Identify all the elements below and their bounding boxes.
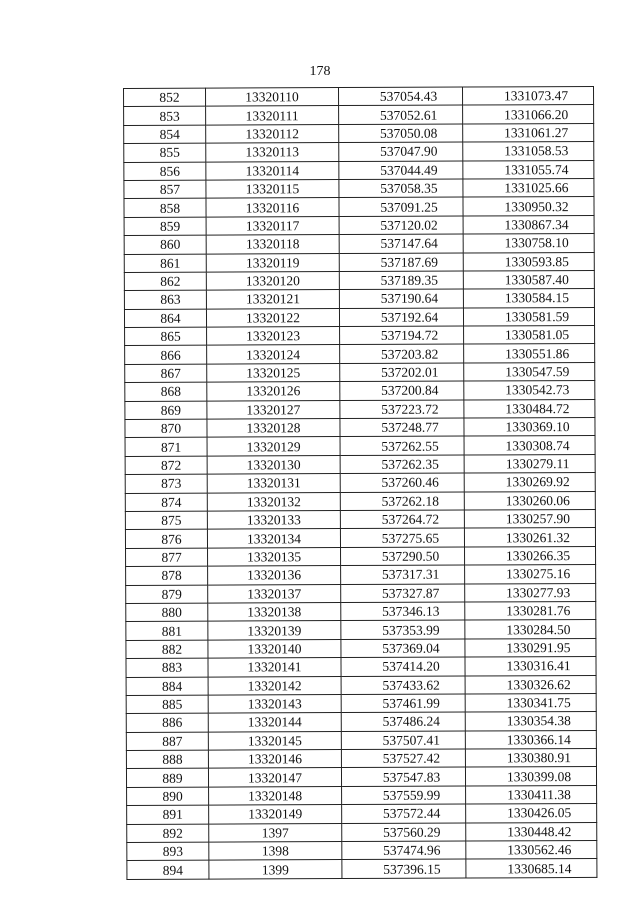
point-number-cell: 857 <box>124 180 206 199</box>
point-number-cell: 855 <box>124 143 206 162</box>
x-coordinate-cell: 537262.18 <box>340 492 464 511</box>
x-coordinate-cell: 537200.84 <box>340 381 464 400</box>
y-coordinate-cell: 1330284.50 <box>465 620 596 639</box>
x-coordinate-cell: 537262.35 <box>340 455 464 474</box>
y-coordinate-cell: 1330867.34 <box>463 215 594 234</box>
x-coordinate-cell: 537327.87 <box>341 584 465 603</box>
coordinates-table-body <box>124 86 597 879</box>
y-coordinate-cell: 1330291.95 <box>465 638 596 657</box>
x-coordinate-cell: 537317.31 <box>341 565 465 584</box>
y-coordinate-cell: 1330275.16 <box>465 565 596 584</box>
x-coordinate-cell: 537120.02 <box>339 216 463 235</box>
point-code-cell: 1399 <box>209 860 342 879</box>
table-row <box>126 675 596 695</box>
point-code-cell: 13320132 <box>207 492 340 511</box>
y-coordinate-cell: 1330269.92 <box>464 473 595 492</box>
table-row <box>125 454 595 474</box>
y-coordinate-cell: 1330551.86 <box>464 344 595 363</box>
x-coordinate-cell: 537486.24 <box>341 712 465 731</box>
table-row <box>124 289 594 309</box>
y-coordinate-cell: 1330581.59 <box>463 307 594 326</box>
table-row <box>124 307 594 327</box>
table-row <box>127 859 597 879</box>
point-number-cell: 869 <box>125 401 207 420</box>
y-coordinate-cell: 1330587.40 <box>463 270 594 289</box>
x-coordinate-cell: 537369.04 <box>341 639 465 658</box>
point-number-cell: 878 <box>126 566 208 585</box>
point-code-cell: 13320122 <box>206 308 339 327</box>
point-code-cell: 13320140 <box>208 639 341 658</box>
y-coordinate-cell: 1330261.32 <box>464 528 595 547</box>
table-row <box>127 804 597 824</box>
point-code-cell: 13320125 <box>207 363 340 382</box>
table-row <box>125 528 595 548</box>
x-coordinate-cell: 537433.62 <box>341 676 465 695</box>
table-row <box>125 491 595 511</box>
x-coordinate-cell: 537192.64 <box>339 308 463 327</box>
table-row <box>125 509 595 529</box>
y-coordinate-cell: 1330266.35 <box>465 546 596 565</box>
point-number-cell: 866 <box>125 346 207 365</box>
y-coordinate-cell: 1330547.59 <box>464 362 595 381</box>
x-coordinate-cell: 537047.90 <box>339 142 463 161</box>
y-coordinate-cell: 1330593.85 <box>463 252 594 271</box>
point-code-cell: 13320131 <box>207 474 340 493</box>
y-coordinate-cell: 1330426.05 <box>466 804 597 823</box>
table-row <box>124 123 594 143</box>
y-coordinate-cell: 1330257.90 <box>464 509 595 528</box>
point-number-cell: 862 <box>124 272 206 291</box>
point-number-cell: 883 <box>126 658 208 677</box>
point-number-cell: 879 <box>126 585 208 604</box>
x-coordinate-cell: 537474.96 <box>342 841 466 860</box>
point-number-cell: 874 <box>125 493 207 512</box>
point-code-cell: 13320126 <box>207 382 340 401</box>
table-row <box>127 822 597 842</box>
table-row <box>126 712 596 732</box>
point-number-cell: 861 <box>124 254 206 273</box>
point-number-cell: 894 <box>127 861 209 880</box>
x-coordinate-cell: 537050.08 <box>339 124 463 143</box>
point-code-cell: 13320128 <box>207 419 340 438</box>
x-coordinate-cell: 537202.01 <box>340 363 464 382</box>
x-coordinate-cell: 537044.49 <box>339 161 463 180</box>
y-coordinate-cell: 1330277.93 <box>465 583 596 602</box>
point-number-cell: 856 <box>124 162 206 181</box>
x-coordinate-cell: 537572.44 <box>342 804 466 823</box>
y-coordinate-cell: 1330685.14 <box>466 859 597 878</box>
y-coordinate-cell: 1330308.74 <box>464 436 595 455</box>
y-coordinate-cell: 1330281.76 <box>465 601 596 620</box>
table-row <box>126 730 596 750</box>
point-code-cell: 13320118 <box>206 235 339 254</box>
y-coordinate-cell: 1330380.91 <box>465 749 596 768</box>
x-coordinate-cell: 537147.64 <box>339 234 463 253</box>
point-code-cell: 1398 <box>209 842 342 861</box>
table-row <box>126 583 596 603</box>
table-row <box>124 105 594 125</box>
y-coordinate-cell: 1331058.53 <box>463 142 594 161</box>
y-coordinate-cell: 1330279.11 <box>464 454 595 473</box>
point-number-cell: 860 <box>124 235 206 254</box>
point-number-cell: 852 <box>124 88 206 107</box>
point-code-cell: 13320134 <box>207 529 340 548</box>
table-row <box>127 840 597 860</box>
point-number-cell: 870 <box>125 419 207 438</box>
point-code-cell: 13320121 <box>206 290 339 309</box>
point-code-cell: 13320114 <box>206 161 339 180</box>
point-code-cell: 13320116 <box>206 198 339 217</box>
point-number-cell: 853 <box>124 107 206 126</box>
x-coordinate-cell: 537559.99 <box>342 786 466 805</box>
x-coordinate-cell: 537054.43 <box>339 87 463 106</box>
y-coordinate-cell: 1330758.10 <box>463 234 594 253</box>
table-row <box>126 620 596 640</box>
x-coordinate-cell: 537275.65 <box>340 528 464 547</box>
point-code-cell: 13320115 <box>206 180 339 199</box>
point-number-cell: 854 <box>124 125 206 144</box>
point-code-cell: 13320110 <box>206 88 339 107</box>
point-code-cell: 13320133 <box>207 511 340 530</box>
table-row <box>125 399 595 419</box>
y-coordinate-cell: 1331055.74 <box>463 160 594 179</box>
point-code-cell: 13320129 <box>207 437 340 456</box>
y-coordinate-cell: 1330341.75 <box>465 693 596 712</box>
y-coordinate-cell: 1331066.20 <box>463 105 594 124</box>
y-coordinate-cell: 1330369.10 <box>464 417 595 436</box>
table-row <box>125 436 595 456</box>
point-code-cell: 13320147 <box>208 768 341 787</box>
point-number-cell: 873 <box>125 474 207 493</box>
point-code-cell: 13320117 <box>206 216 339 235</box>
point-code-cell: 13320113 <box>206 143 339 162</box>
table-row <box>126 693 596 713</box>
table-row <box>125 344 595 364</box>
point-code-cell: 1397 <box>209 823 342 842</box>
table-row <box>126 638 596 658</box>
x-coordinate-cell: 537353.99 <box>341 620 465 639</box>
point-code-cell: 13320123 <box>207 327 340 346</box>
point-code-cell: 13320136 <box>208 566 341 585</box>
point-number-cell: 858 <box>124 198 206 217</box>
table-row <box>126 749 596 769</box>
x-coordinate-cell: 537560.29 <box>342 823 466 842</box>
y-coordinate-cell: 1330581.05 <box>464 326 595 345</box>
point-code-cell: 13320138 <box>208 602 341 621</box>
x-coordinate-cell: 537264.72 <box>340 510 464 529</box>
point-number-cell: 889 <box>126 769 208 788</box>
x-coordinate-cell: 537248.77 <box>340 418 464 437</box>
x-coordinate-cell: 537052.61 <box>339 105 463 124</box>
x-coordinate-cell: 537260.46 <box>340 473 464 492</box>
point-number-cell: 871 <box>125 438 207 457</box>
x-coordinate-cell: 537290.50 <box>341 547 465 566</box>
table-row <box>126 657 596 677</box>
table-row <box>127 785 597 805</box>
table-row <box>126 601 596 621</box>
point-number-cell: 893 <box>127 842 209 861</box>
coordinates-table <box>123 86 597 880</box>
y-coordinate-cell: 1330316.41 <box>465 657 596 676</box>
y-coordinate-cell: 1330326.62 <box>465 675 596 694</box>
x-coordinate-cell: 537262.55 <box>340 436 464 455</box>
y-coordinate-cell: 1330366.14 <box>465 730 596 749</box>
x-coordinate-cell: 537091.25 <box>339 197 463 216</box>
point-code-cell: 13320143 <box>208 694 341 713</box>
point-code-cell: 13320112 <box>206 124 339 143</box>
point-code-cell: 13320137 <box>208 584 341 603</box>
table-row <box>124 197 594 217</box>
point-number-cell: 877 <box>126 548 208 567</box>
table-row <box>124 215 594 235</box>
point-number-cell: 881 <box>126 621 208 640</box>
y-coordinate-cell: 1330260.06 <box>464 491 595 510</box>
y-coordinate-cell: 1331073.47 <box>462 86 593 105</box>
point-number-cell: 888 <box>126 750 208 769</box>
table-row <box>125 473 595 493</box>
x-coordinate-cell: 537203.82 <box>340 344 464 363</box>
y-coordinate-cell: 1330448.42 <box>466 822 597 841</box>
x-coordinate-cell: 537527.42 <box>341 749 465 768</box>
x-coordinate-cell: 537507.41 <box>341 731 465 750</box>
point-code-cell: 13320142 <box>208 676 341 695</box>
point-number-cell: 890 <box>127 787 209 806</box>
point-code-cell: 13320148 <box>209 786 342 805</box>
point-number-cell: 885 <box>126 695 208 714</box>
x-coordinate-cell: 537461.99 <box>341 694 465 713</box>
x-coordinate-cell: 537414.20 <box>341 657 465 676</box>
point-number-cell: 872 <box>125 456 207 475</box>
point-number-cell: 864 <box>124 309 206 328</box>
point-number-cell: 875 <box>125 511 207 530</box>
point-code-cell: 13320146 <box>208 750 341 769</box>
y-coordinate-cell: 1330484.72 <box>464 399 595 418</box>
point-number-cell: 886 <box>126 713 208 732</box>
point-code-cell: 13320119 <box>206 253 339 272</box>
point-code-cell: 13320145 <box>208 731 341 750</box>
y-coordinate-cell: 1330399.08 <box>465 767 596 786</box>
y-coordinate-cell: 1330562.46 <box>466 840 597 859</box>
point-number-cell: 882 <box>126 640 208 659</box>
table-row <box>124 252 594 272</box>
point-code-cell: 13320111 <box>206 106 339 125</box>
table-row <box>126 565 596 585</box>
point-number-cell: 884 <box>126 677 208 696</box>
point-code-cell: 13320120 <box>206 271 339 290</box>
table-row <box>124 86 594 106</box>
x-coordinate-cell: 537189.35 <box>339 271 463 290</box>
point-number-cell: 865 <box>125 327 207 346</box>
point-number-cell: 887 <box>126 732 208 751</box>
y-coordinate-cell: 1330354.38 <box>465 712 596 731</box>
point-code-cell: 13320135 <box>208 547 341 566</box>
table-row <box>124 160 594 180</box>
y-coordinate-cell: 1330950.32 <box>463 197 594 216</box>
point-number-cell: 863 <box>124 290 206 309</box>
point-number-cell: 876 <box>125 530 207 549</box>
table-row <box>126 546 596 566</box>
x-coordinate-cell: 537194.72 <box>340 326 464 345</box>
table-row <box>125 417 595 437</box>
x-coordinate-cell: 537058.35 <box>339 179 463 198</box>
point-number-cell: 868 <box>125 382 207 401</box>
x-coordinate-cell: 537187.69 <box>339 253 463 272</box>
table-row <box>125 381 595 401</box>
y-coordinate-cell: 1331025.66 <box>463 178 594 197</box>
table-row <box>125 326 595 346</box>
point-code-cell: 13320130 <box>207 455 340 474</box>
table-row <box>124 142 594 162</box>
point-code-cell: 13320141 <box>208 658 341 677</box>
point-number-cell: 880 <box>126 603 208 622</box>
y-coordinate-cell: 1331061.27 <box>463 123 594 142</box>
y-coordinate-cell: 1330542.73 <box>464 381 595 400</box>
table-row <box>126 767 596 787</box>
point-number-cell: 891 <box>127 805 209 824</box>
point-number-cell: 892 <box>127 824 209 843</box>
x-coordinate-cell: 537547.83 <box>341 767 465 786</box>
table-row <box>124 178 594 198</box>
y-coordinate-cell: 1330411.38 <box>466 785 597 804</box>
x-coordinate-cell: 537190.64 <box>339 289 463 308</box>
x-coordinate-cell: 537346.13 <box>341 602 465 621</box>
point-code-cell: 13320124 <box>207 345 340 364</box>
x-coordinate-cell: 537396.15 <box>342 859 466 878</box>
point-code-cell: 13320139 <box>208 621 341 640</box>
point-number-cell: 867 <box>125 364 207 383</box>
table-row <box>125 362 595 382</box>
point-code-cell: 13320144 <box>208 713 341 732</box>
point-code-cell: 13320149 <box>209 805 342 824</box>
table-row <box>124 270 594 290</box>
point-code-cell: 13320127 <box>207 400 340 419</box>
page-number: 178 <box>309 64 331 79</box>
point-number-cell: 859 <box>124 217 206 236</box>
y-coordinate-cell: 1330584.15 <box>463 289 594 308</box>
table-row <box>124 234 594 254</box>
x-coordinate-cell: 537223.72 <box>340 400 464 419</box>
